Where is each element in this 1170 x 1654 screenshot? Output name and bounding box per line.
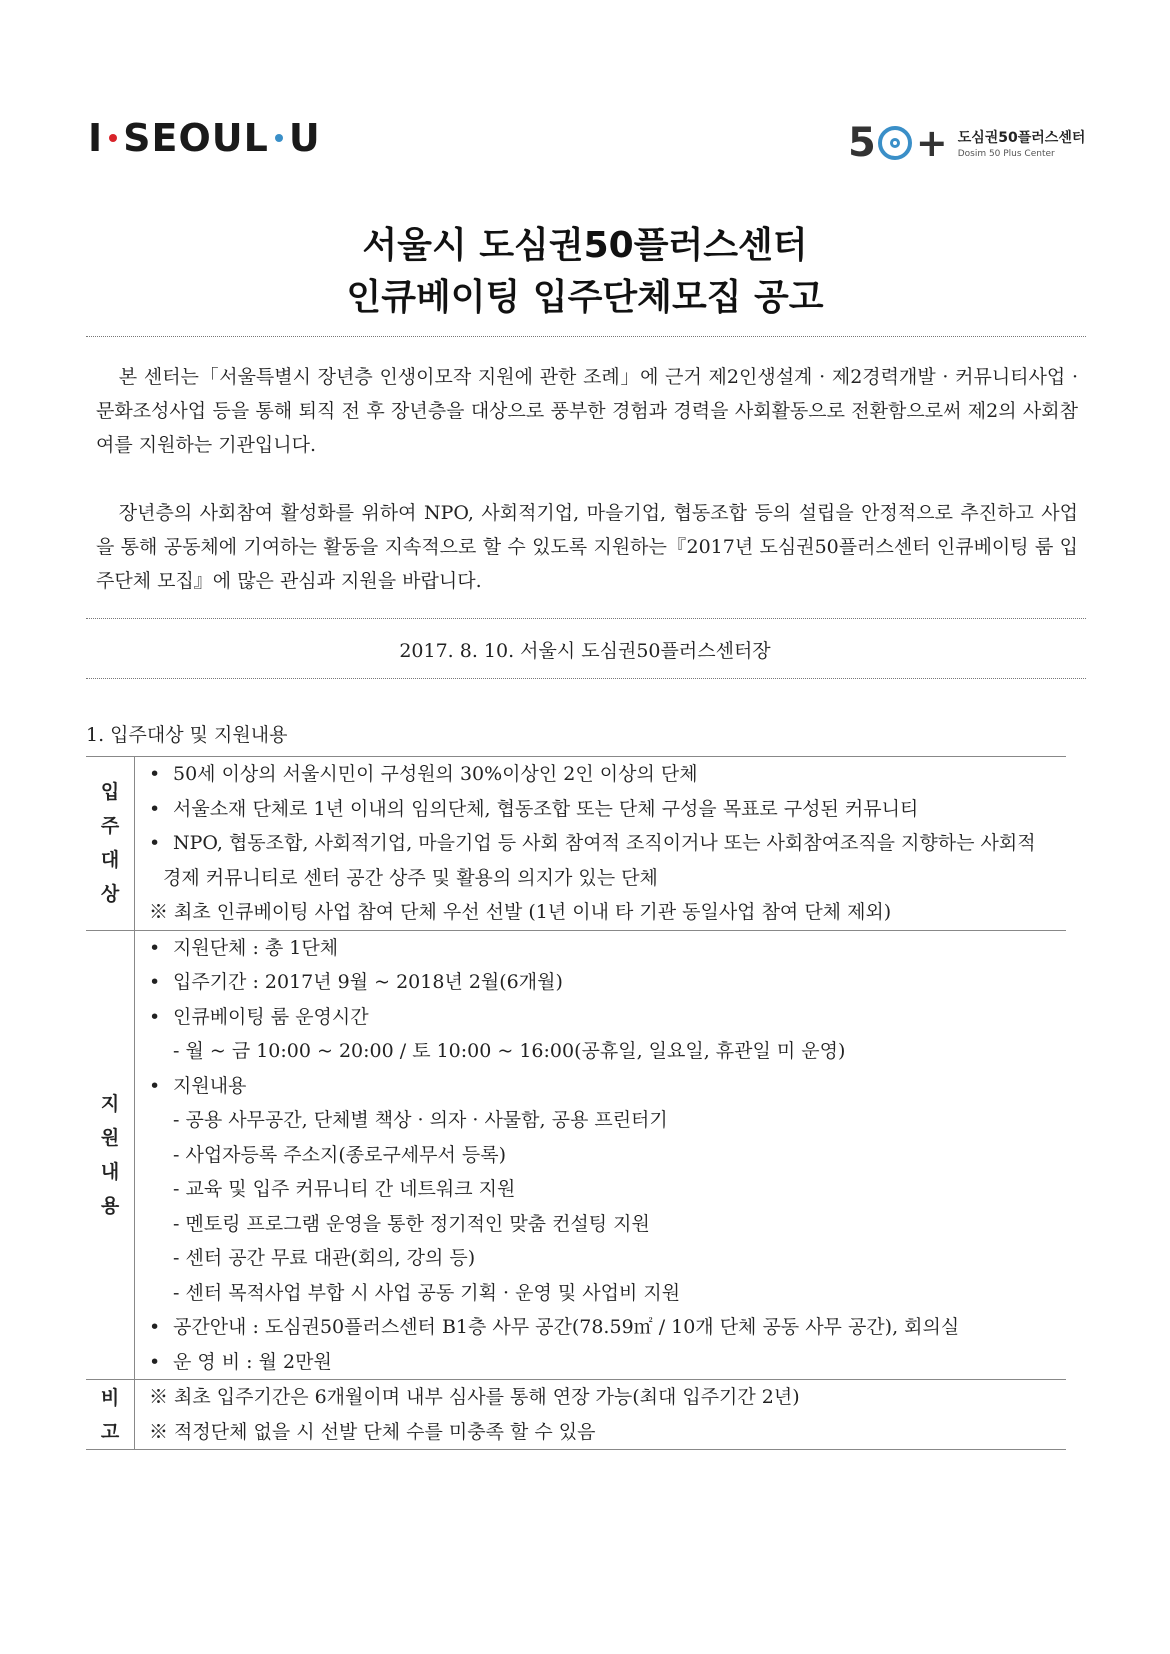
bullet-item: • 공간안내 : 도심권50플러스센터 B1층 사무 공간(78.59㎡ / 10개 단체 공동 사무 공간), 회의실 <box>135 1310 1066 1345</box>
date-and-issuer: 2017. 8. 10. 서울시 도심권50플러스센터장 <box>399 640 771 662</box>
mark-plus: + <box>915 121 948 165</box>
sub-item: - 멘토링 프로그램 운영을 통한 정기적인 맞춤 컨설팅 지원 <box>173 1212 650 1235</box>
row-label-char: 용 <box>100 1194 120 1217</box>
sub-item: - 월 ~ 금 10:00 ~ 20:00 / 토 10:00 ~ 16:00(공휴일, 일요일, 휴관일 미 운영) <box>173 1040 846 1062</box>
bullet-item: • 인큐베이팅 룸 운영시간 <box>135 1000 1066 1035</box>
continued-text: 경제 커뮤니티로 센터 공간 상주 및 활용의 의지가 있는 단체 <box>163 866 658 889</box>
row-label <box>86 757 135 931</box>
logo-part-u: U <box>288 116 321 160</box>
logo-dot-red <box>109 134 117 142</box>
dosim-50-plus-logo <box>848 120 1085 166</box>
divider <box>86 618 1086 619</box>
sub-item: - 센터 공간 무료 대관(회의, 강의 등) <box>173 1247 476 1269</box>
row-label-char: 상 <box>100 883 120 906</box>
intro-paragraph-2 <box>96 496 1078 598</box>
bullet-item: • 지원내용 <box>135 1069 1066 1104</box>
divider <box>86 678 1086 679</box>
sub-item: - 센터 목적사업 부합 시 사업 공동 기획 · 운영 및 사업비 지원 <box>173 1281 681 1304</box>
center-name-ko: 도심권50플러스센터 <box>957 130 1086 146</box>
logo-dot-blue <box>275 134 283 142</box>
row-label-char: 비 <box>100 1386 120 1409</box>
i-seoul-u-logo <box>88 118 321 158</box>
note-item: ※ 최초 인큐베이팅 사업 참여 단체 우선 선발 (1년 이내 타 기관 동일사업 참여 단체 제외) <box>149 901 892 923</box>
row-content <box>135 930 1067 1380</box>
row-label-char: 고 <box>100 1420 120 1443</box>
row-content <box>135 1380 1067 1450</box>
row-label <box>86 930 135 1380</box>
bullet-item: • NPO, 협동조합, 사회적기업, 마을기업 등 사회 참여적 조직이거나 또는 사회참여조직을 지향하는 사회적 <box>135 826 1066 861</box>
table-row-eligibility <box>86 757 1066 931</box>
note-item: ※ 최초 입주기간은 6개월이며 내부 심사를 통해 연장 가능(최대 입주기간 2년) <box>149 1386 800 1408</box>
intro-text-2: 장년층의 사회참여 활성화를 위하여 NPO, 사회적기업, 마을기업, 협동조합 등의 설립을 안정적으로 추진하고 사업을 통해 공동체에 기여하는 활동을 지속적으로 할 수 있도록 지원하는『2017년 도심권50플러스센터 인큐베이팅 룸 입주단체 모집』에 많은 관심과 지원을 바랍니다. <box>96 502 1078 592</box>
row-label-char: 주 <box>100 815 120 838</box>
row-label-char: 내 <box>100 1160 120 1183</box>
page-title-line1: 서울시 도심권50플러스센터 <box>362 225 808 266</box>
logo-part-i: I <box>88 116 104 160</box>
bullet-item: • 입주기간 : 2017년 9월 ~ 2018년 2월(6개월) <box>135 965 1066 1000</box>
page-title-line2: 인큐베이팅 입주단체모집 공고 <box>346 277 824 318</box>
section-title: 1. 입주대상 및 지원내용 <box>86 724 288 746</box>
note-item: ※ 적정단체 없을 시 선발 단체 수를 미충족 할 수 있음 <box>149 1420 596 1443</box>
mark-five: 5 <box>848 120 876 166</box>
bullet-item: • 운 영 비 : 월 2만원 <box>135 1345 1066 1380</box>
ring-icon <box>878 126 912 160</box>
sub-item: - 교육 및 입주 커뮤니티 간 네트워크 지원 <box>173 1178 516 1200</box>
sub-item: - 공용 사무공간, 단체별 책상 · 의자 · 사물함, 공용 프린터기 <box>173 1109 668 1131</box>
table-row-support <box>86 930 1066 1380</box>
row-label-char: 입 <box>100 781 120 804</box>
sub-item: - 사업자등록 주소지(종로구세무서 등록) <box>173 1143 507 1166</box>
logo-part-seoul: SEOUL <box>123 116 269 160</box>
row-label <box>86 1380 135 1450</box>
row-content <box>135 757 1067 931</box>
table-row-remarks <box>86 1380 1066 1450</box>
divider <box>86 336 1086 337</box>
row-label-char: 지 <box>100 1092 120 1115</box>
center-name-en: Dosim 50 Plus Center <box>957 149 1055 159</box>
bullet-item: • 서울소재 단체로 1년 이내의 임의단체, 협동조합 또는 단체 구성을 목표로 구성된 커뮤니티 <box>135 792 1066 827</box>
row-label-char: 대 <box>100 849 120 872</box>
intro-paragraph-1 <box>96 360 1078 462</box>
info-table <box>86 756 1066 1450</box>
center-name <box>958 127 1086 159</box>
fifty-plus-mark <box>848 120 948 166</box>
bullet-item: • 지원단체 : 총 1단체 <box>135 931 1066 966</box>
bullet-item: • 50세 이상의 서울시민이 구성원의 30%이상인 2인 이상의 단체 <box>135 757 1066 792</box>
intro-text-1: 본 센터는「서울특별시 장년층 인생이모작 지원에 관한 조례」에 근거 제2인생설계 · 제2경력개발 · 커뮤니티사업 · 문화조성사업 등을 통해 퇴직 전 후 장년층을 대상으로 풍부한 경험과 경력을 사회활동으로 전환함으로써 제2의 사회참여를 지원하는 기관입니다. <box>96 366 1078 456</box>
row-label-char: 원 <box>100 1126 120 1149</box>
